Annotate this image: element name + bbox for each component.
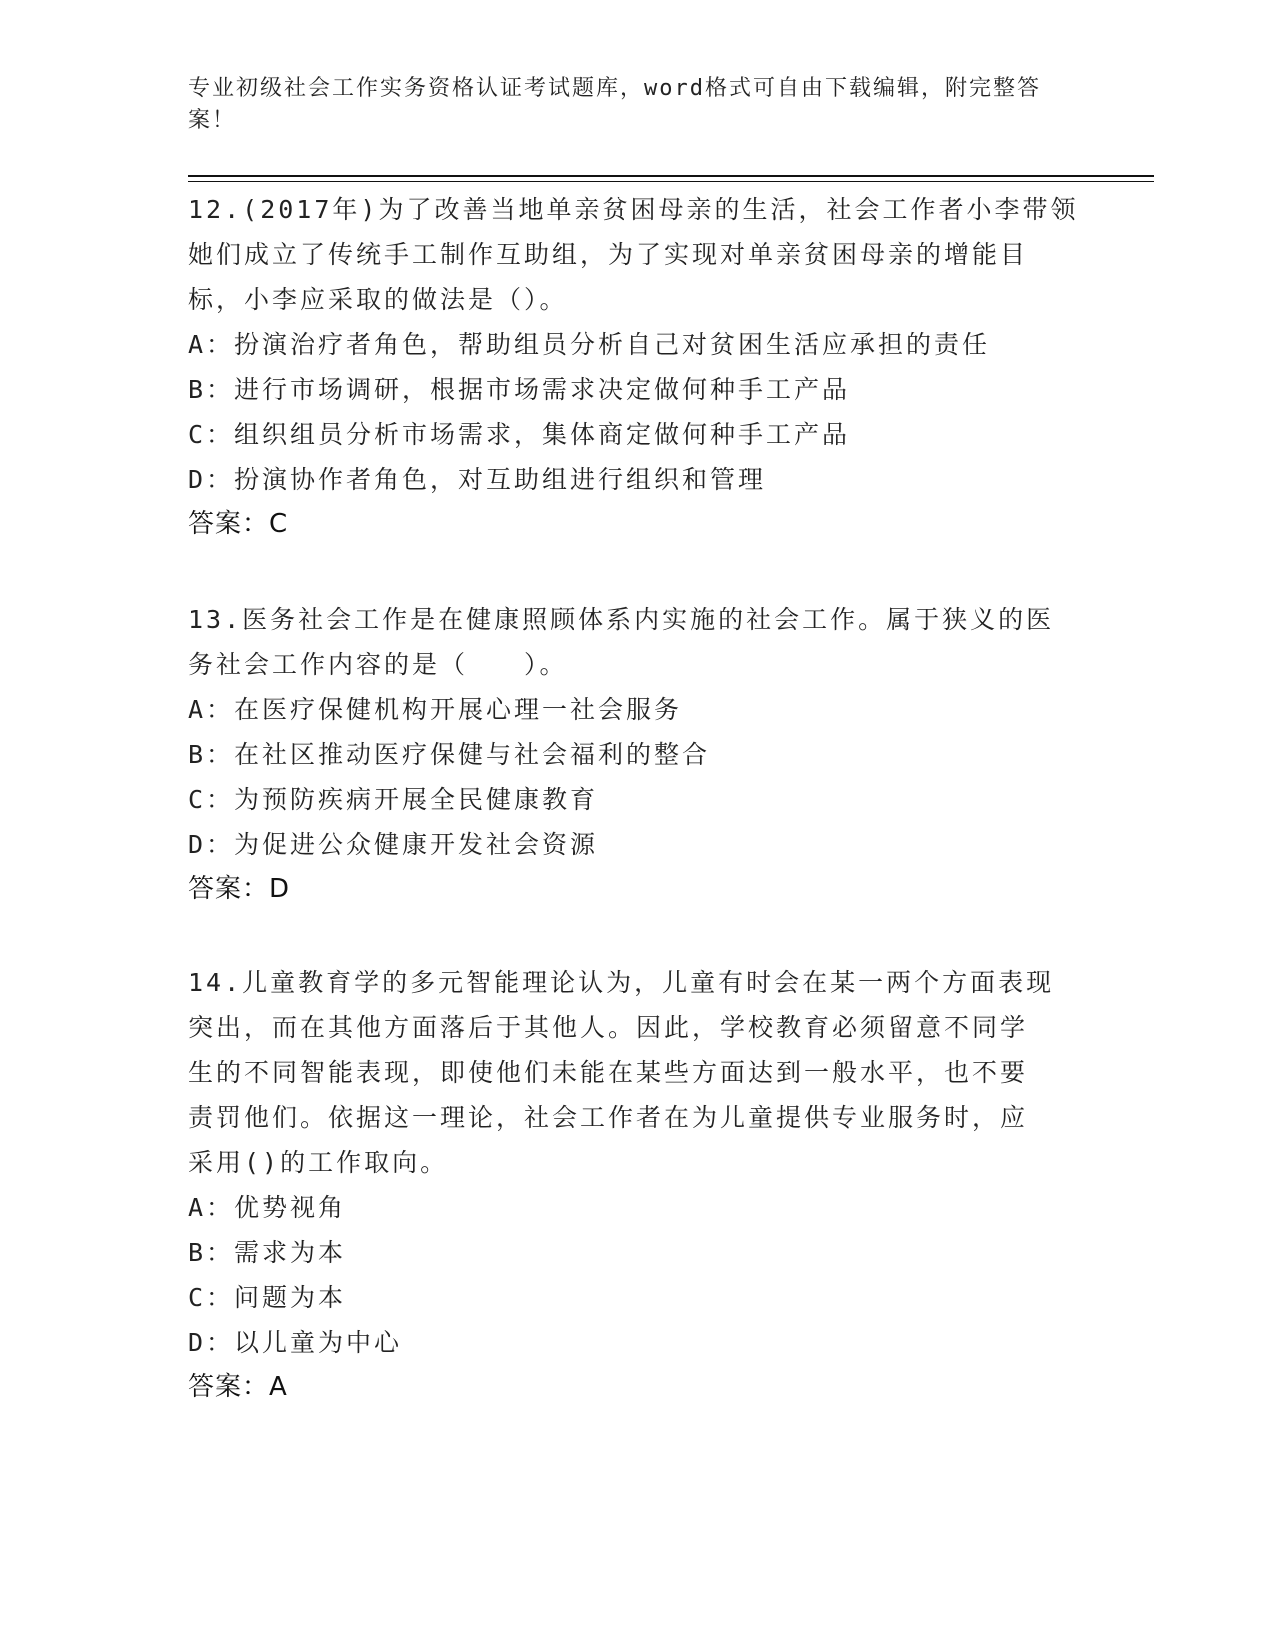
answer-value: D [269,874,291,904]
answer-value: C [269,509,289,539]
answer-label: 答案： [188,1372,270,1402]
answer-line [188,867,1088,912]
option-a: A：在医疗保健机构开展心理一社会服务 [188,695,683,724]
answer-line [188,1365,1088,1410]
answer-line [188,502,1088,547]
header-divider-thin [188,181,1154,182]
answer-label: 答案： [188,509,270,539]
option-b: B：需求为本 [188,1238,347,1267]
header-line-2: 案！ [188,108,237,133]
answer-value: A [269,1372,288,1402]
option-b: B：在社区推动医疗保健与社会福利的整合 [188,740,711,769]
question-stem-line: 14.儿童教育学的多元智能理论认为，儿童有时会在某一两个方面表现 [188,968,1055,997]
option-c: C：为预防疾病开展全民健康教育 [188,785,599,814]
question-stem-line: 12.(2017年)为了改善当地单亲贫困母亲的生活，社会工作者小李带领 [188,195,1079,224]
option-c: C：问题为本 [188,1283,347,1312]
answer-label: 答案： [188,874,270,904]
option-d: D：扮演协作者角色，对互助组进行组织和管理 [188,465,767,494]
option-d: D：以儿童为中心 [188,1328,403,1357]
header-divider-thick [188,175,1154,177]
question-13 [188,597,1088,912]
question-14 [188,960,1088,1410]
header-line-1: 专业初级社会工作实务资格认证考试题库，word格式可自由下载编辑，附完整答 [188,76,1041,101]
question-stem-line: 她们成立了传统手工制作互助组，为了实现对单亲贫困母亲的增能目 [188,240,1029,269]
question-stem-line: 标，小李应采取的做法是（）。 [188,285,568,314]
question-stem-line: 责罚他们。依据这一理论，社会工作者在为儿童提供专业服务时，应 [188,1103,1029,1132]
option-d: D：为促进公众健康开发社会资源 [188,830,599,859]
question-stem-line: 务社会工作内容的是（ ）。 [188,650,568,679]
option-a: A：扮演治疗者角色，帮助组员分析自己对贫困生活应承担的责任 [188,330,991,359]
page-header [188,73,1068,137]
question-stem-line: 采用()的工作取向。 [188,1148,449,1177]
option-b: B：进行市场调研，根据市场需求决定做何种手工产品 [188,375,851,404]
question-stem-line: 生的不同智能表现，即使他们未能在某些方面达到一般水平，也不要 [188,1058,1029,1087]
question-stem-line: 突出，而在其他方面落后于其他人。因此，学校教育必须留意不同学 [188,1013,1029,1042]
question-stem-line: 13.医务社会工作是在健康照顾体系内实施的社会工作。属于狭义的医 [188,605,1055,634]
question-12 [188,187,1088,547]
option-a: A：优势视角 [188,1193,347,1222]
option-c: C：组织组员分析市场需求，集体商定做何种手工产品 [188,420,851,449]
